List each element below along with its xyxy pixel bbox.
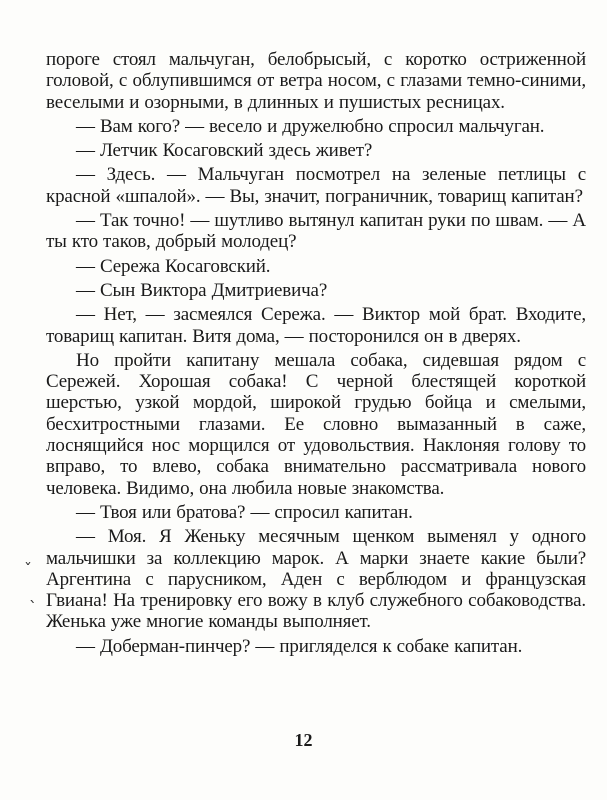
- paragraph: — Твоя или братова? — спросил капитан.: [76, 501, 413, 523]
- paragraph: пороге стоял мальчуган, белобрысый, с коротко остриженной головой, с облупившимся от ветра носом, с глазами темно-синими, веселыми и озорными, в длинных и пушистых ресницах.: [46, 49, 586, 113]
- paragraph: — Сын Виктора Дмитриевича?: [76, 279, 328, 301]
- paragraph: — Сережа Косаговский.: [76, 255, 271, 277]
- paragraph: — Нет, — засмеялся Сережа. — Виктор мой брат. Входите, товарищ капитан. Витя дома, — посторонился он в дверях.: [46, 304, 586, 347]
- page-number: 12: [294, 730, 313, 750]
- paragraph: — Летчик Косаговский здесь живет?: [76, 140, 373, 162]
- margin-mark: ˎ: [29, 584, 37, 603]
- text-block: [46, 49, 586, 657]
- paragraph: — Доберман-пинчер? — пригляделся к собаке капитан.: [76, 635, 523, 657]
- paragraph: Но пройти капитану мешала собака, сидевшая рядом с Сережей. Хорошая собака! С черной блестящей короткой шерстью, узкой мордой, широкой грудью бойца и смелыми, бесхитростными глазами. Ее словно вымазанный в саже, лоснящийся нос морщился от удовольствия. Наклоняя голову то вправо, то влево, собака внимательно рассматривала нового человека. Видимо, она любила новые знакомства.: [46, 349, 586, 499]
- paragraph: — Здесь. — Мальчуган посмотрел на зеленые петлицы с красной «шпалой». — Вы, значит, пограничник, товарищ капитан?: [46, 164, 586, 207]
- paragraph: — Моя. Я Женьку месячным щенком выменял у одного мальчишки за коллекцию марок. А марки знаете какие были? Аргентина с парусником, Аден с верблюдом и французская Гвиана! На тренировку его вожу в клуб служебного собаководства. Женька уже многие команды выполняет.: [46, 526, 586, 633]
- paragraph: — Вам кого? — весело и дружелюбно спросил мальчуган.: [76, 115, 545, 137]
- paragraph: — Так точно! — шутливо вытянул капитан руки по швам. — А ты кто таков, добрый молодец?: [46, 210, 586, 253]
- margin-mark: ˇ: [24, 560, 32, 579]
